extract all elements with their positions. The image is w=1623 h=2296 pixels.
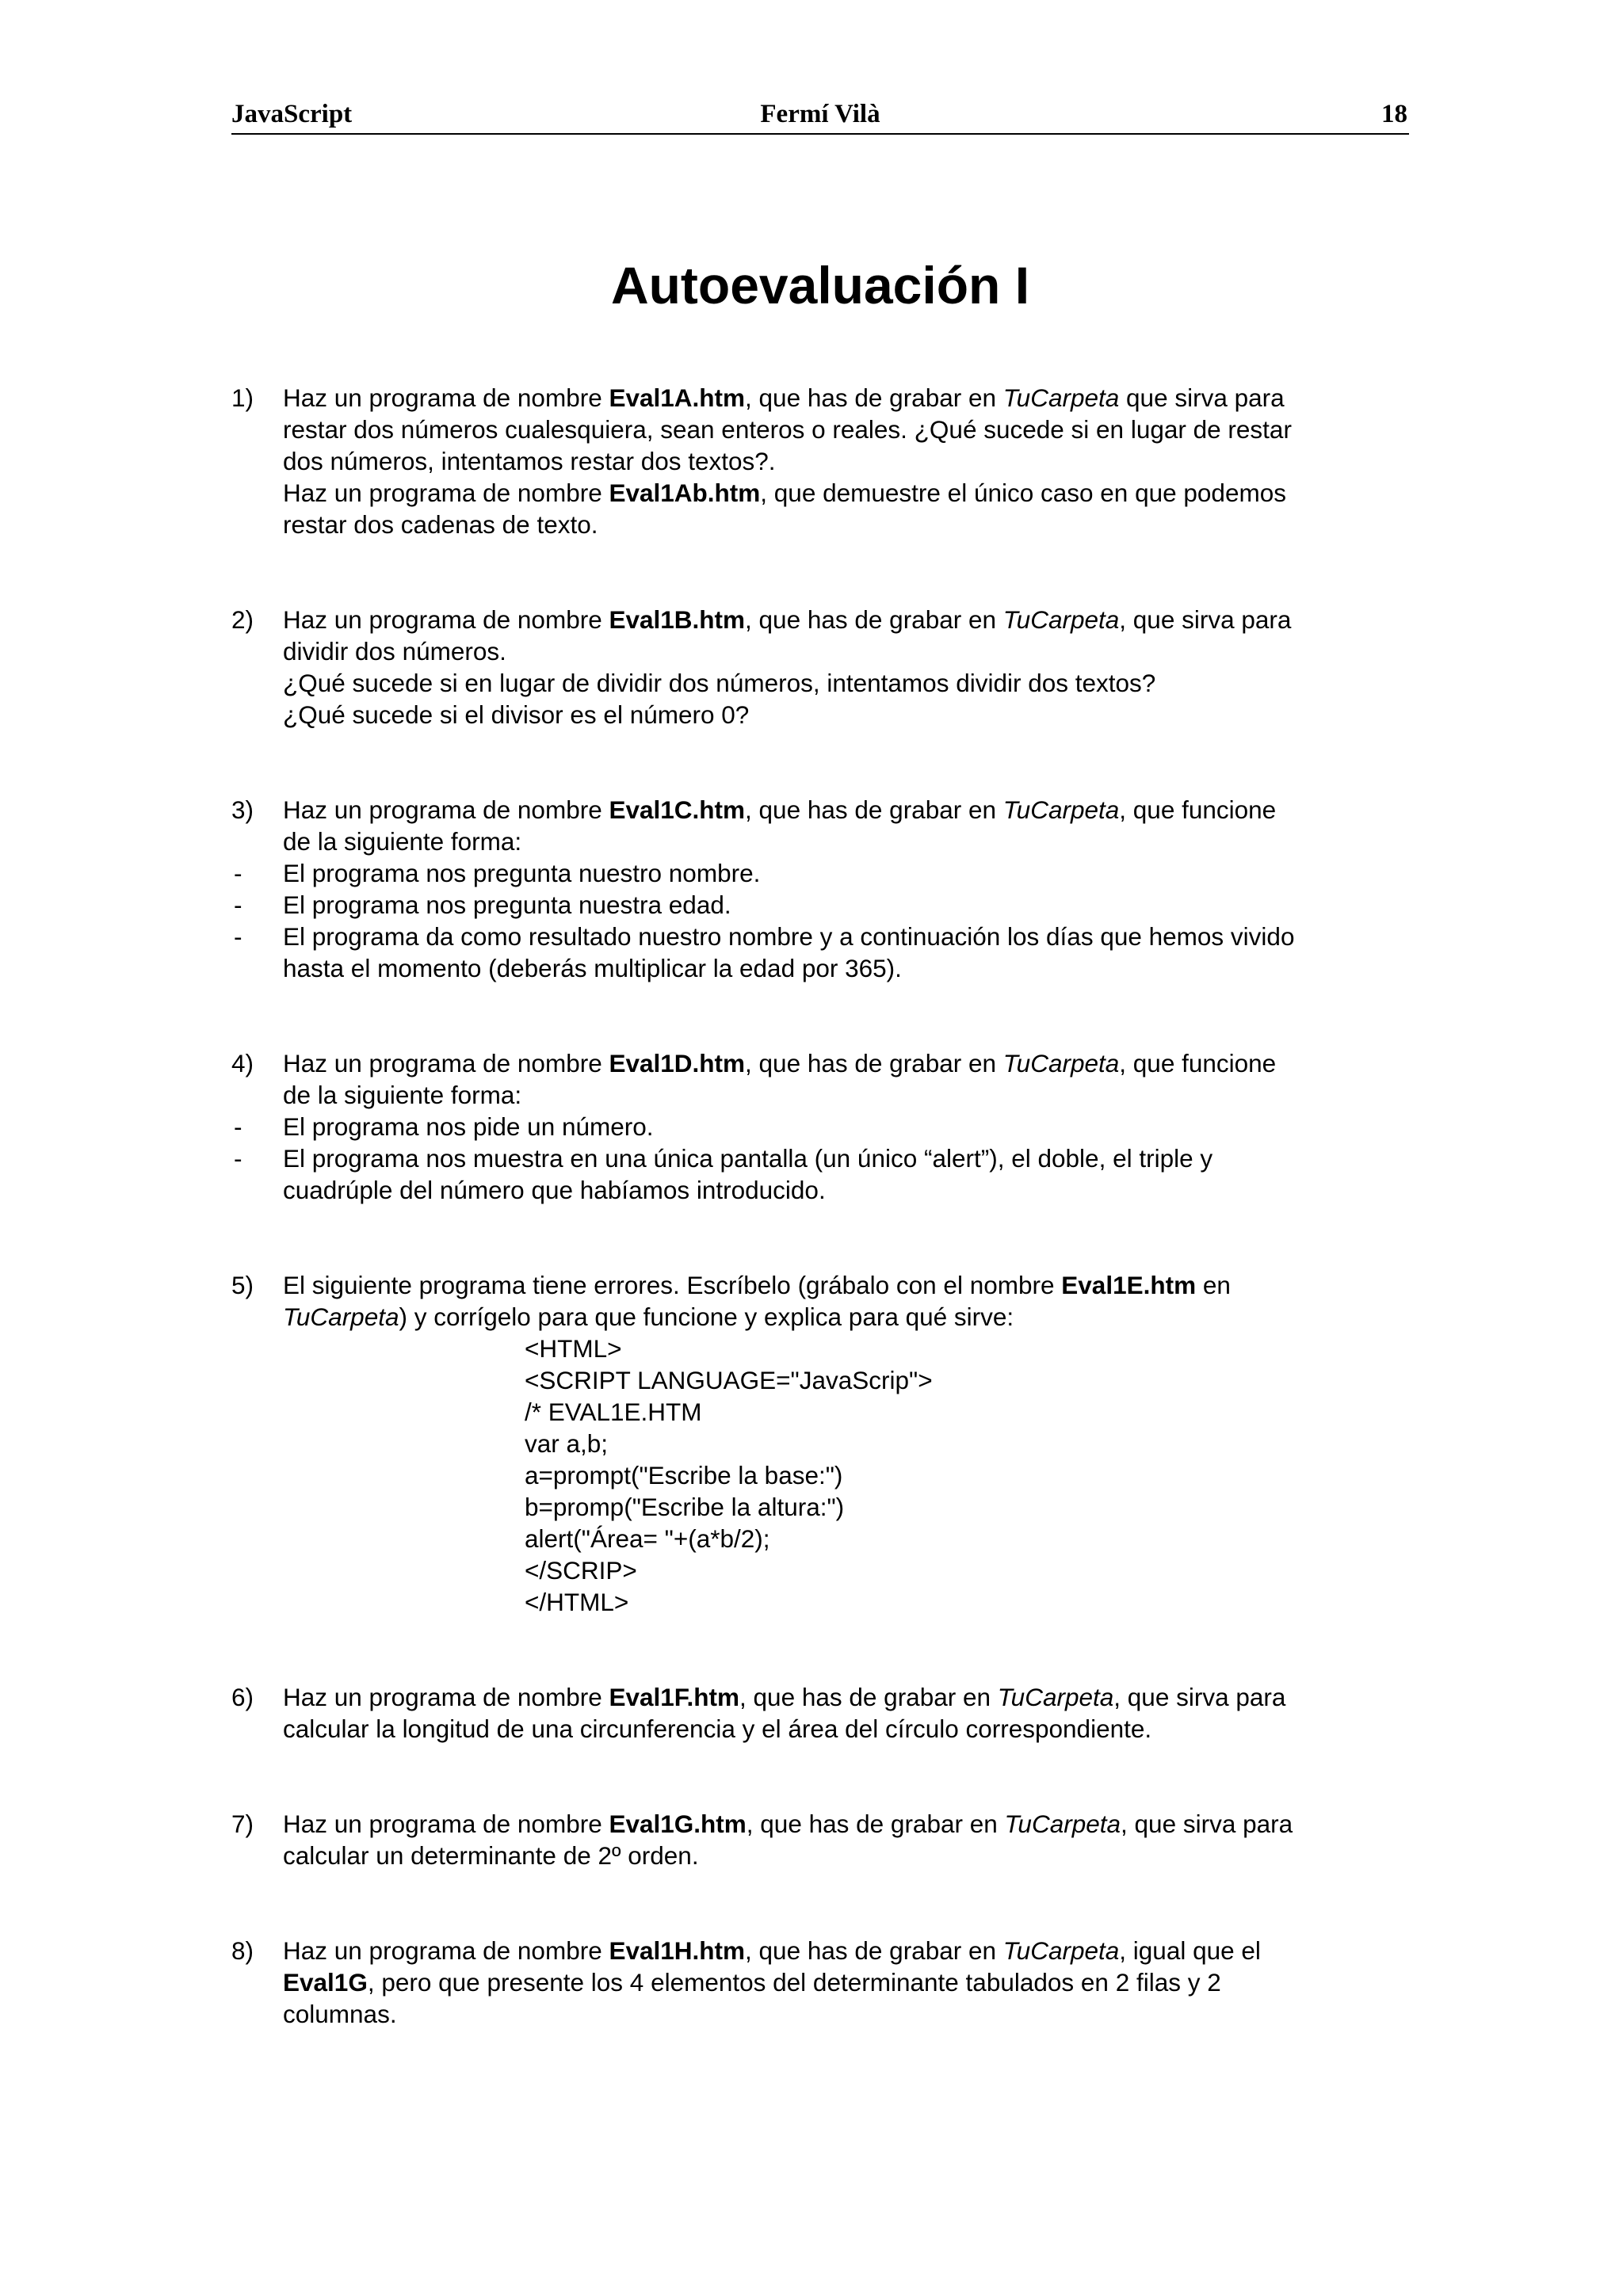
- code-line: b=promp("Escribe la altura:"): [525, 1493, 845, 1521]
- bullet-item: - El programa nos pide un número.: [234, 1112, 654, 1141]
- text-line: calcular la longitud de una circunferencia y el área del círculo correspondiente.: [283, 1714, 1152, 1743]
- bullet-item: - El programa nos pregunta nuestro nombre.: [234, 859, 761, 887]
- text-line: ¿Qué sucede si en lugar de dividir dos números, intentamos dividir dos textos?: [283, 669, 1156, 697]
- text-line: restar dos números cualesquiera, sean enteros o reales. ¿Qué sucede si en lugar de restar: [283, 415, 1292, 444]
- text-line: Haz un programa de nombre Eval1A.htm, que has de grabar en TuCarpeta que sirva para: [283, 383, 1285, 412]
- text-line: Haz un programa de nombre Eval1C.htm, que has de grabar en TuCarpeta, que funcione: [283, 795, 1277, 824]
- text-line: cuadrúple del número que habíamos introducido.: [283, 1176, 826, 1204]
- exercise-5: [231, 1269, 1409, 1618]
- code-block: [283, 1333, 1409, 1618]
- text-line: Eval1G, pero que presente los 4 elementos del determinante tabulados en 2 filas y 2: [283, 1968, 1221, 1997]
- exercise-7: [231, 1808, 1409, 1871]
- header-author: Fermí Vilà: [760, 100, 880, 128]
- exercise-2: [231, 604, 1409, 730]
- bullet-item: - El programa da como resultado nuestro nombre y a continuación los días que hemos vivido: [234, 922, 1295, 951]
- exercise-number: 8): [231, 1936, 254, 1965]
- exercise-number: 2): [231, 605, 254, 634]
- exercise-number: 4): [231, 1049, 254, 1077]
- text-line: Haz un programa de nombre Eval1G.htm, que has de grabar en TuCarpeta, que sirva para: [283, 1810, 1293, 1838]
- page-title: Autoevaluación I: [610, 256, 1030, 315]
- text-line: hasta el momento (deberás multiplicar la edad por 365).: [283, 954, 902, 982]
- code-line: </HTML>: [525, 1588, 629, 1616]
- exercise-8: [231, 1935, 1409, 2030]
- text-line: restar dos cadenas de texto.: [283, 510, 598, 539]
- text-line: Haz un programa de nombre Eval1F.htm, que has de grabar en TuCarpeta, que sirva para: [283, 1683, 1286, 1711]
- exercise-number: 5): [231, 1271, 254, 1299]
- exercise-6: [231, 1681, 1409, 1745]
- code-line: </SCRIP>: [525, 1556, 637, 1585]
- text-line: dos números, intentamos restar dos textos?.: [283, 447, 776, 475]
- text-line: Haz un programa de nombre Eval1Ab.htm, que demuestre el único caso en que podemos: [283, 479, 1286, 507]
- code-line: <SCRIPT LANGUAGE="JavaScrip">: [525, 1366, 933, 1394]
- code-line: <HTML>: [525, 1334, 622, 1363]
- page-number: 18: [1381, 100, 1407, 128]
- header-left-title: JavaScript: [231, 100, 353, 128]
- exercise-4: [231, 1047, 1409, 1206]
- exercise-3: [231, 794, 1409, 984]
- exercise-number: 3): [231, 795, 254, 824]
- text-line: de la siguiente forma:: [283, 827, 522, 856]
- text-line: ¿Qué sucede si el divisor es el número 0?: [283, 700, 750, 729]
- text-line: de la siguiente forma:: [283, 1081, 522, 1109]
- code-line: /* EVAL1E.HTM: [525, 1398, 702, 1426]
- exercise-list: [231, 382, 1409, 2093]
- bullet-item: - El programa nos pregunta nuestra edad.: [234, 891, 731, 919]
- code-line: alert("Área= "+(a*b/2);: [525, 1524, 770, 1553]
- page-header: [231, 98, 1409, 135]
- text-line: Haz un programa de nombre Eval1D.htm, que has de grabar en TuCarpeta, que funcione: [283, 1049, 1277, 1077]
- exercise-number: 7): [231, 1810, 254, 1838]
- text-line: dividir dos números.: [283, 637, 506, 666]
- text-line: TuCarpeta) y corrígelo para que funcione y explica para qué sirve:: [283, 1302, 1014, 1331]
- exercise-number: 1): [231, 383, 254, 412]
- code-line: var a,b;: [525, 1429, 609, 1458]
- bullet-item: - El programa nos muestra en una única pantalla (un único “alert”), el doble, el triple y: [234, 1144, 1213, 1173]
- text-line: Haz un programa de nombre Eval1H.htm, que has de grabar en TuCarpeta, igual que el: [283, 1936, 1261, 1965]
- text-line: calcular un determinante de 2º orden.: [283, 1841, 699, 1870]
- text-line: El siguiente programa tiene errores. Escríbelo (grábalo con el nombre Eval1E.htm en: [283, 1271, 1231, 1299]
- exercise-number: 6): [231, 1683, 254, 1711]
- exercise-1: [231, 382, 1409, 540]
- code-line: a=prompt("Escribe la base:"): [525, 1461, 843, 1489]
- text-line: columnas.: [283, 2000, 397, 2028]
- text-line: Haz un programa de nombre Eval1B.htm, que has de grabar en TuCarpeta, que sirva para: [283, 605, 1292, 634]
